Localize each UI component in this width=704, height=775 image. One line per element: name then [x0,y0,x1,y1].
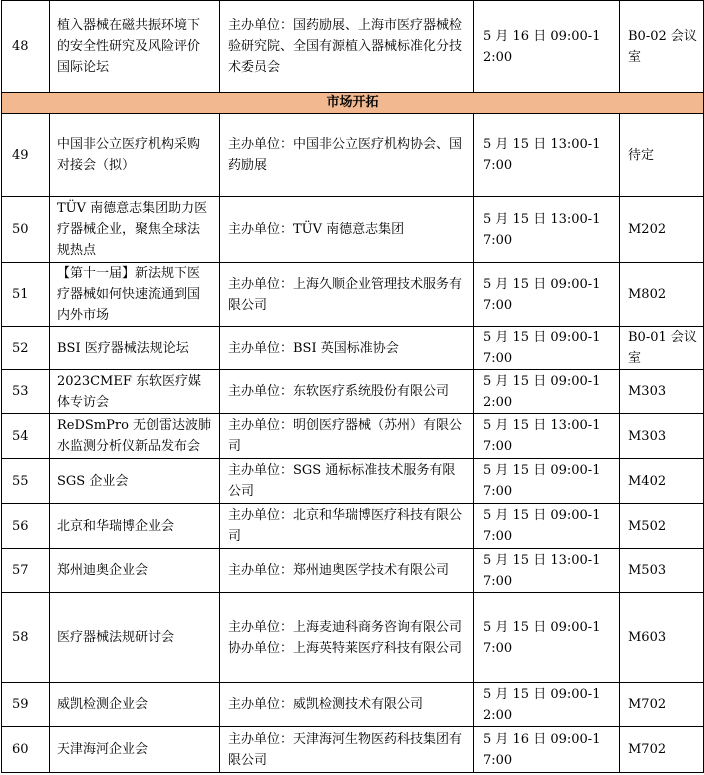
organizer: 主办单位：SGS 通标标准技术服务有限公司 [220,459,474,504]
event-time: 5 月 15 日 09:00-17:00 [474,504,620,549]
event-time: 5 月 15 日 13:00-17:00 [474,549,620,593]
venue: M702 [620,727,704,773]
event-name: 北京和华瑞博企业会 [50,504,220,549]
venue: B0-02 会议室 [620,1,704,93]
organizer: 主办单位：北京和华瑞博医疗科技有限公司 [220,504,474,549]
row-number: 52 [2,327,50,370]
event-time: 5 月 15 日 09:00-12:00 [474,370,620,414]
row-number: 51 [2,263,50,327]
co-organizer: 协办单位：上海英特莱医疗科技有限公司 [228,640,463,656]
event-time: 5 月 15 日 09:00-17:00 [474,327,620,370]
table-row [2,414,704,459]
table-row [2,327,704,370]
event-name: 医疗器械法规研讨会 [50,593,220,683]
table-row [2,504,704,549]
row-number: 56 [2,504,50,549]
organizer: 主办单位：明创医疗器械（苏州）有限公司 [220,414,474,459]
table-row [2,459,704,504]
event-name: 郑州迪奥企业会 [50,549,220,593]
venue: M802 [620,263,704,327]
table-row [2,549,704,593]
organizer: 主办单位：郑州迪奥医学技术有限公司 [220,549,474,593]
event-name: 威凯检测企业会 [50,683,220,727]
event-name: 天津海河企业会 [50,727,220,773]
section-header-row [2,93,704,114]
venue: 待定 [620,114,704,197]
row-number: 48 [2,1,50,93]
table-row [2,727,704,773]
event-time: 5 月 15 日 09:00-17:00 [474,459,620,504]
row-number: 55 [2,459,50,504]
row-number: 49 [2,114,50,197]
row-number: 57 [2,549,50,593]
table-row [2,114,704,197]
venue: M303 [620,370,704,414]
event-time: 5 月 15 日 09:00-12:00 [474,683,620,727]
organizer: 主办单位：上海久顺企业管理技术服务有限公司 [220,263,474,327]
venue: M402 [620,459,704,504]
row-number: 54 [2,414,50,459]
row-number: 58 [2,593,50,683]
venue: M303 [620,414,704,459]
event-name: 【第十一届】新法规下医疗器械如何快速流通到国内外市场 [50,263,220,327]
event-time: 5 月 15 日 13:00-17:00 [474,414,620,459]
organizer: 主办单位：BSI 英国标准协会 [220,327,474,370]
event-name: 植入器械在磁共振环境下的安全性研究及风险评价国际论坛 [50,1,220,93]
row-number: 59 [2,683,50,727]
event-time: 5 月 16 日 09:00-12:00 [474,1,620,93]
event-name: SGS 企业会 [50,459,220,504]
event-name: 中国非公立医疗机构采购对接会（拟） [50,114,220,197]
venue: M202 [620,197,704,263]
section-title: 市场开拓 [2,93,704,114]
event-time: 5 月 15 日 09:00-17:00 [474,263,620,327]
event-time: 5 月 15 日 09:00-17:00 [474,593,620,683]
venue: M603 [620,593,704,683]
event-time: 5 月 15 日 13:00-17:00 [474,114,620,197]
event-name: 2023CMEF 东软医疗媒体专访会 [50,370,220,414]
event-name: ReDSmPro 无创雷达波肺水监测分析仪新品发布会 [50,414,220,459]
venue: M702 [620,683,704,727]
row-number: 53 [2,370,50,414]
organizer: 主办单位：威凯检测技术有限公司 [220,683,474,727]
table-row [2,263,704,327]
event-name: BSI 医疗器械法规论坛 [50,327,220,370]
organizer: 主办单位：东软医疗系统股份有限公司 [220,370,474,414]
event-time: 5 月 16 日 09:00-17:00 [474,727,620,773]
table-row [2,593,704,683]
organizer-cell [220,593,474,683]
venue: B0-01 会议室 [620,327,704,370]
venue: M503 [620,549,704,593]
event-time: 5 月 15 日 13:00-17:00 [474,197,620,263]
table-row [2,197,704,263]
organizer: 主办单位：国药励展、上海市医疗器械检验研究院、全国有源植入器械标准化分技术委员会 [220,1,474,93]
table-row [2,370,704,414]
venue: M502 [620,504,704,549]
organizer: 主办单位：天津海河生物医药科技集团有限公司 [220,727,474,773]
event-name: TÜV 南德意志集团助力医疗器械企业，聚焦全球法规热点 [50,197,220,263]
table-row [2,683,704,727]
organizer: 主办单位：中国非公立医疗机构协会、国药励展 [220,114,474,197]
organizer: 主办单位：TÜV 南德意志集团 [220,197,474,263]
organizer: 主办单位：上海麦迪科商务咨询有限公司 [228,619,463,635]
schedule-table [1,0,704,773]
row-number: 60 [2,727,50,773]
table-row [2,1,704,93]
row-number: 50 [2,197,50,263]
